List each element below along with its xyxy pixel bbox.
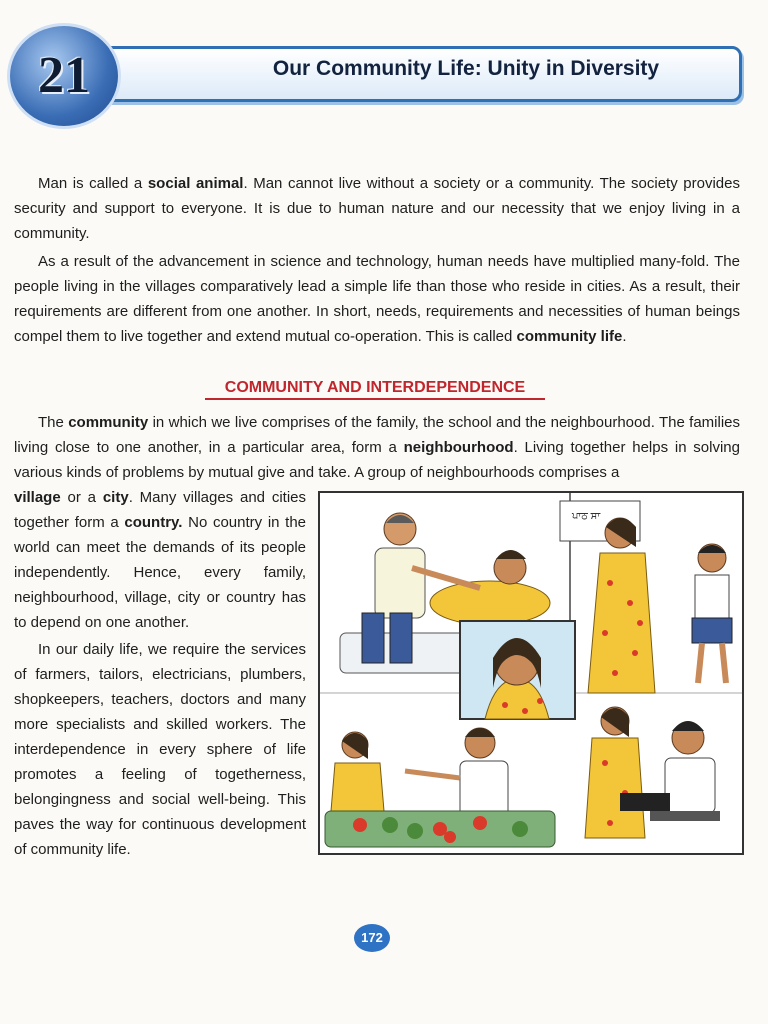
bold-term: city [102, 489, 129, 506]
text: or a [60, 489, 103, 506]
community-illustration [318, 491, 744, 855]
page-number: 172 [354, 924, 390, 952]
intro-paragraph-2 [14, 249, 740, 349]
text: in which we live comprises of the family, the school and the neighbourhood. The families living close to one another, in a particular area, form a [14, 414, 741, 456]
bold-term: community [68, 414, 149, 431]
section-paragraph-1 [14, 410, 740, 485]
text: The [38, 414, 69, 431]
text: . Man cannot live without a society or a community. The society provides security and support to everyone. It is due to human nature and our necessity that we enjoy living in a community. [14, 175, 740, 242]
vendor-scene [325, 728, 555, 847]
text: No country in the world can meet the demands of its people independently. Hence, every family, neighbourhood, village, city or country has to depend on one another. [14, 514, 307, 631]
text: . [622, 328, 627, 345]
portrait-inset [460, 621, 575, 719]
bold-term: social animal [147, 175, 244, 192]
text: . Living together helps in solving various kinds of problems by mutual give and take. A group of neighbourhoods comprises a [14, 439, 740, 481]
text: As a result of the advancement in science and technology, human needs have multiplied many-fold. The people living in the villages comparatively lead a simple life than those who reside in cities. As a result, their requirements are different from one another. In short, needs, requirements and necessities of human beings compel them to live together and extend mutual co-operation. This is called [14, 253, 740, 345]
teacher-scene [560, 501, 732, 693]
board-text: ਪਾਠ ਸਾ [572, 511, 601, 522]
tailor-scene [585, 707, 720, 838]
text: . Many villages and cities together form a [14, 489, 307, 531]
bold-term: neighbourhood [403, 439, 514, 456]
section-paragraph-2 [14, 485, 306, 635]
intro-paragraph-1 [14, 171, 740, 246]
chapter-title: Our Community Life: Unity in Diversity [272, 57, 660, 80]
text: Man is called a [38, 175, 148, 192]
chapter-title-banner [80, 46, 742, 102]
section-heading: COMMUNITY AND INTERDEPENDENCE [205, 379, 545, 400]
bold-term: village [14, 489, 61, 506]
illustration-svg [320, 493, 742, 853]
section-paragraph-3 [14, 637, 306, 862]
text: In our daily life, we require the services of farmers, tailors, electricians, plumbers, shopkeepers, teachers, doctors and many more specialists and skilled workers. The interdependence in every sphere of life promotes a feeling of togetherness, belongingness and social well-being. This paves the way for continuous development of community life. [14, 641, 306, 858]
chapter-number: 21 [38, 47, 90, 104]
chapter-number-badge [10, 26, 118, 126]
bold-term: community life [516, 328, 623, 345]
bold-term: country. [124, 514, 183, 531]
